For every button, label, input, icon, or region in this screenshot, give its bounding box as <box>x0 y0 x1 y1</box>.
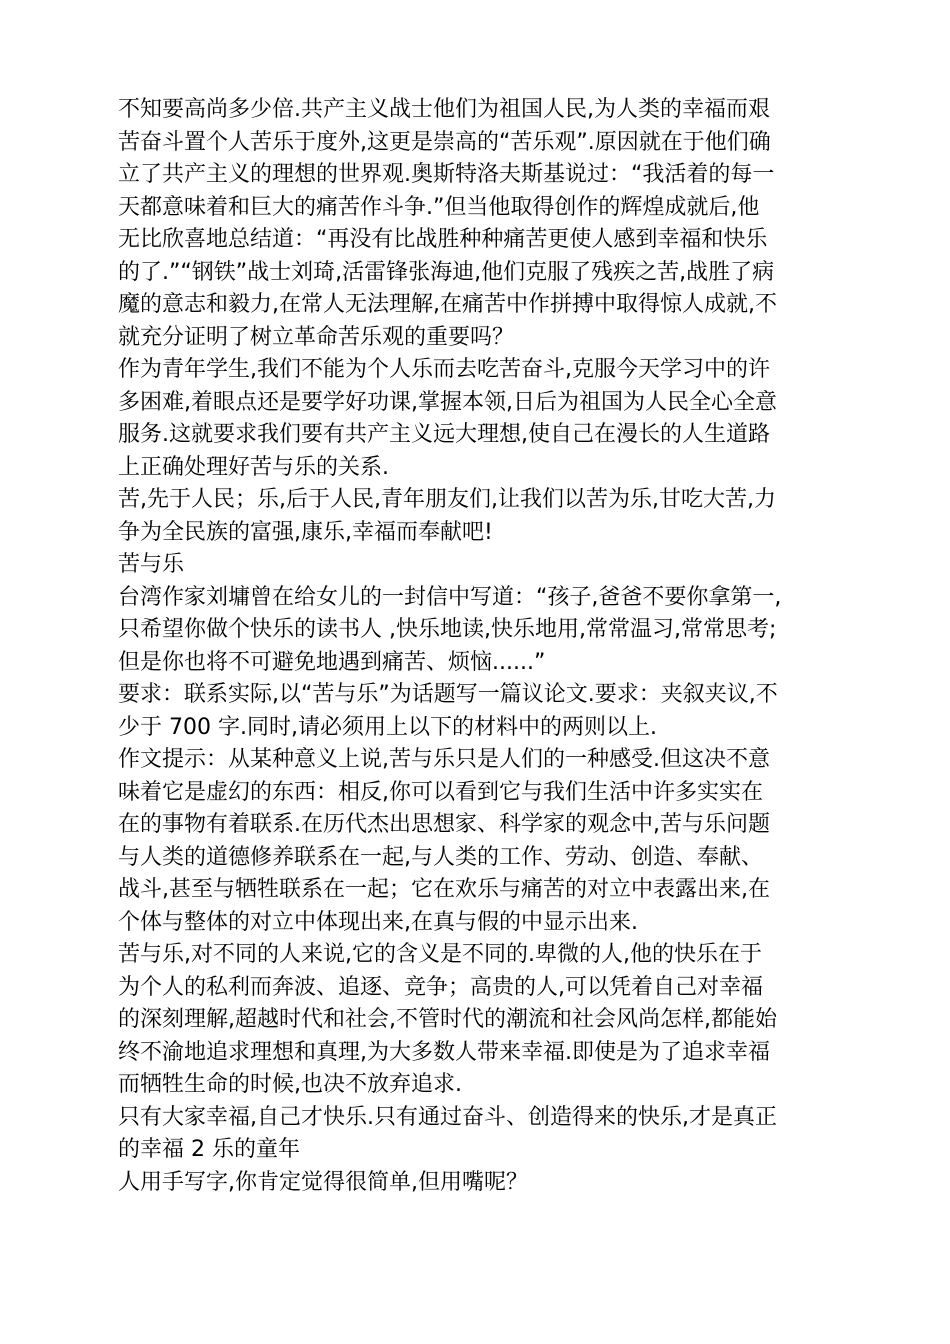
text-line: 味着它是虚幻的东西：相反,你可以看到它与我们生活中许多实实在 <box>118 779 763 805</box>
text-line: 在的事物有着联系.在历代杰出思想家、科学家的观念中,苦与乐问题 <box>118 812 770 837</box>
text-line: 只有大家幸福,自己才快乐.只有通过奋斗、创造得来的快乐,才是真正 <box>118 1104 777 1130</box>
text-line: 台湾作家刘墉曾在给女儿的一封信中写道：“孩子,爸爸不要你拿第一, <box>118 584 782 610</box>
text-line: 就充分证明了树立革命苦乐观的重要吗？ <box>118 324 515 350</box>
text-line: 苦奋斗置个人苦乐于度外,这更是崇高的“苦乐观”.原因就在于他们确 <box>118 129 771 155</box>
text-line: 天都意味着和巨大的痛苦作斗争.”但当他取得创作的辉煌成就后,他 <box>118 194 760 220</box>
text-line: 魔的意志和毅力,在常人无法理解,在痛苦中作拼搏中取得惊人成就,不 <box>118 292 777 317</box>
text-line: 与人类的道德修养联系在一起,与人类的工作、劳动、创造、奉献、 <box>118 844 763 870</box>
text-line: 的幸福 2 乐的童年 <box>118 1137 300 1162</box>
text-line: 的了.”“钢铁”战士刘琦,活雷锋张海迪,他们克服了残疾之苦,战胜了病 <box>118 259 775 285</box>
text-line: 少于 700 字.同时,请必须用上以下的材料中的两则以上. <box>118 714 657 740</box>
text-line: 战斗,甚至与牺牲联系在一起；它在欢乐与痛苦的对立中表露出来,在 <box>118 877 770 902</box>
body-text <box>118 94 838 1199</box>
text-line: 立了共产主义的理想的世界观.奥斯特洛夫斯基说过：“我活着的每一 <box>118 162 775 187</box>
text-line: 作文提示：从某种意义上说,苦与乐只是人们的一种感受.但这决不意 <box>118 747 770 772</box>
text-line: 的深刻理解,超越时代和社会,不管时代的潮流和社会风尚怎样,都能始 <box>118 1007 777 1032</box>
text-line: 争为全民族的富强,康乐,幸福而奉献吧! <box>118 519 493 545</box>
text-line: 人用手写字,你肯定觉得很简单,但用嘴呢？ <box>118 1169 528 1195</box>
section-heading: 苦与乐 <box>118 552 185 577</box>
text-line: 终不渝地追求理想和真理,为大多数人带来幸福.即使是为了追求幸福 <box>118 1039 770 1065</box>
text-line: 多困难,着眼点还是要学好功课,掌握本领,日后为祖国为人民全心全意 <box>118 389 777 415</box>
text-line: 苦,先于人民；乐,后于人民,青年朋友们,让我们以苦为乐,甘吃大苦,力 <box>118 487 776 512</box>
text-line: 不知要高尚多少倍.共产主义战士他们为祖国人民,为人类的幸福而艰 <box>118 97 770 122</box>
text-line: 个体与整体的对立中体现出来,在真与假的中显示出来. <box>118 909 638 935</box>
text-line: 而牺牲生命的时候,也决不放弃追求. <box>118 1072 462 1097</box>
text-line: 为个人的私利而奔波、追逐、竞争；高贵的人,可以凭着自己对幸福 <box>118 974 763 1000</box>
text-line: 只希望你做个快乐的读书人 ,快乐地读,快乐地用,常常温习,常常思考; <box>118 617 777 642</box>
text-line: 上正确处理好苦与乐的关系. <box>118 454 389 480</box>
text-line: 作为青年学生,我们不能为个人乐而去吃苦奋斗,克服今天学习中的许 <box>118 357 770 382</box>
text-line: 无比欣喜地总结道：“再没有比战胜种种痛苦更使人感到幸福和快乐 <box>118 227 768 252</box>
text-line: 但是你也将不可避免地遇到痛苦、烦恼......” <box>118 649 546 675</box>
text-line: 苦与乐,对不同的人来说,它的含义是不同的.卑微的人,他的快乐在于 <box>118 942 762 967</box>
text-line: 服务.这就要求我们要有共产主义远大理想,使自己在漫长的人生道路 <box>118 422 770 447</box>
text-line: 要求：联系实际,以“苦与乐”为话题写一篇议论文.要求：夹叙夹议,不 <box>118 682 778 707</box>
